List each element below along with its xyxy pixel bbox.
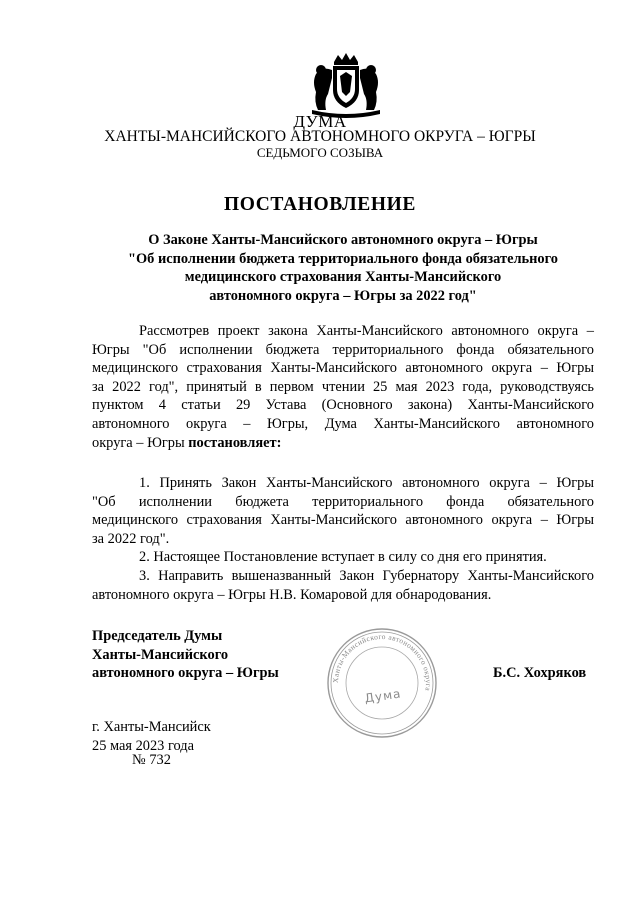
- subject-line: О Законе Ханты-Мансийского автономного округа – Югры: [148, 232, 538, 248]
- resolution-items: [92, 474, 594, 604]
- item-2: 2. Настоящее Постановление вступает в силу со дня его принятия.: [139, 549, 547, 566]
- item-1-line: медицинского страхования Ханты-Мансийского автономного округа – Югры: [92, 512, 594, 529]
- duma-convocation: СЕДЬМОГО СОЗЫВА: [256, 145, 384, 160]
- preamble-paragraph: [92, 322, 594, 452]
- preamble-line: Рассмотрев проект закона Ханты-Мансийского автономного округа –: [139, 323, 594, 339]
- preamble-line: медицинского страхования Ханты-Мансийского автономного округа – Югры: [92, 360, 594, 377]
- place-of-signing: г. Ханты-Мансийск: [92, 719, 211, 735]
- position-line: Председатель Думы: [92, 628, 223, 644]
- item-1-line: 1. Принять Закон Ханты-Мансийского автономного округа – Югры: [139, 475, 594, 491]
- subject-line: "Об исполнении бюджета территориального фонда обязательного: [127, 250, 559, 267]
- subject-line: автономного округа – Югры за 2022 год": [209, 287, 477, 304]
- signatory-name: Б.С. Хохряков: [493, 665, 587, 681]
- subject-line: медицинского страхования Ханты-Мансийского: [184, 269, 502, 286]
- position-line: автономного округа – Югры: [92, 665, 279, 682]
- signatory-position: [92, 627, 279, 683]
- item-1-line: за 2022 год".: [92, 530, 170, 547]
- document-type-heading: ПОСТАНОВЛЕНИЕ: [223, 194, 417, 215]
- place-and-date: [92, 718, 211, 755]
- item-1-line: "Об исполнении бюджета территориального фонда обязательного: [92, 493, 594, 510]
- position-line: Ханты-Мансийского: [92, 646, 229, 663]
- document-number: № 732: [132, 752, 171, 768]
- item-3-line: автономного округа – Югры Н.В. Комаровой для обнародования.: [92, 586, 492, 603]
- stamp-ring-text: Ханты-Мансийского автономного округа: [330, 631, 434, 692]
- preamble-line: пунктом 4 статьи 29 Устава (Основного закона) Ханты-Мансийского: [92, 397, 594, 414]
- duma-title: ДУМА: [293, 112, 347, 131]
- date-of-signing: 25 мая 2023 года: [92, 737, 195, 754]
- stamp-center-text: Дума: [363, 686, 403, 706]
- preamble-line: автономного округа – Югры, Дума Ханты-Мансийского автономного: [92, 415, 594, 432]
- preamble-line: Югры "Об исполнении бюджета территориального фонда обязательного: [92, 341, 594, 358]
- decree-keyword: постановляет:: [188, 434, 282, 451]
- preamble-last-text: округа – Югры: [92, 434, 189, 451]
- preamble-line: [92, 434, 594, 453]
- official-stamp: [325, 626, 439, 740]
- preamble-line: за 2022 год", принятый в первом чтении 25 мая 2023 года, руководствуясь: [92, 378, 594, 395]
- item-3-line: 3. Направить вышеназванный Закон Губернатору Ханты-Мансийского: [139, 567, 594, 584]
- document-subject: [110, 231, 576, 305]
- coat-of-arms-icon: [304, 52, 388, 118]
- duma-region: ХАНТЫ-МАНСИЙСКОГО АВТОНОМНОГО ОКРУГА – ЮГРЫ: [104, 128, 536, 145]
